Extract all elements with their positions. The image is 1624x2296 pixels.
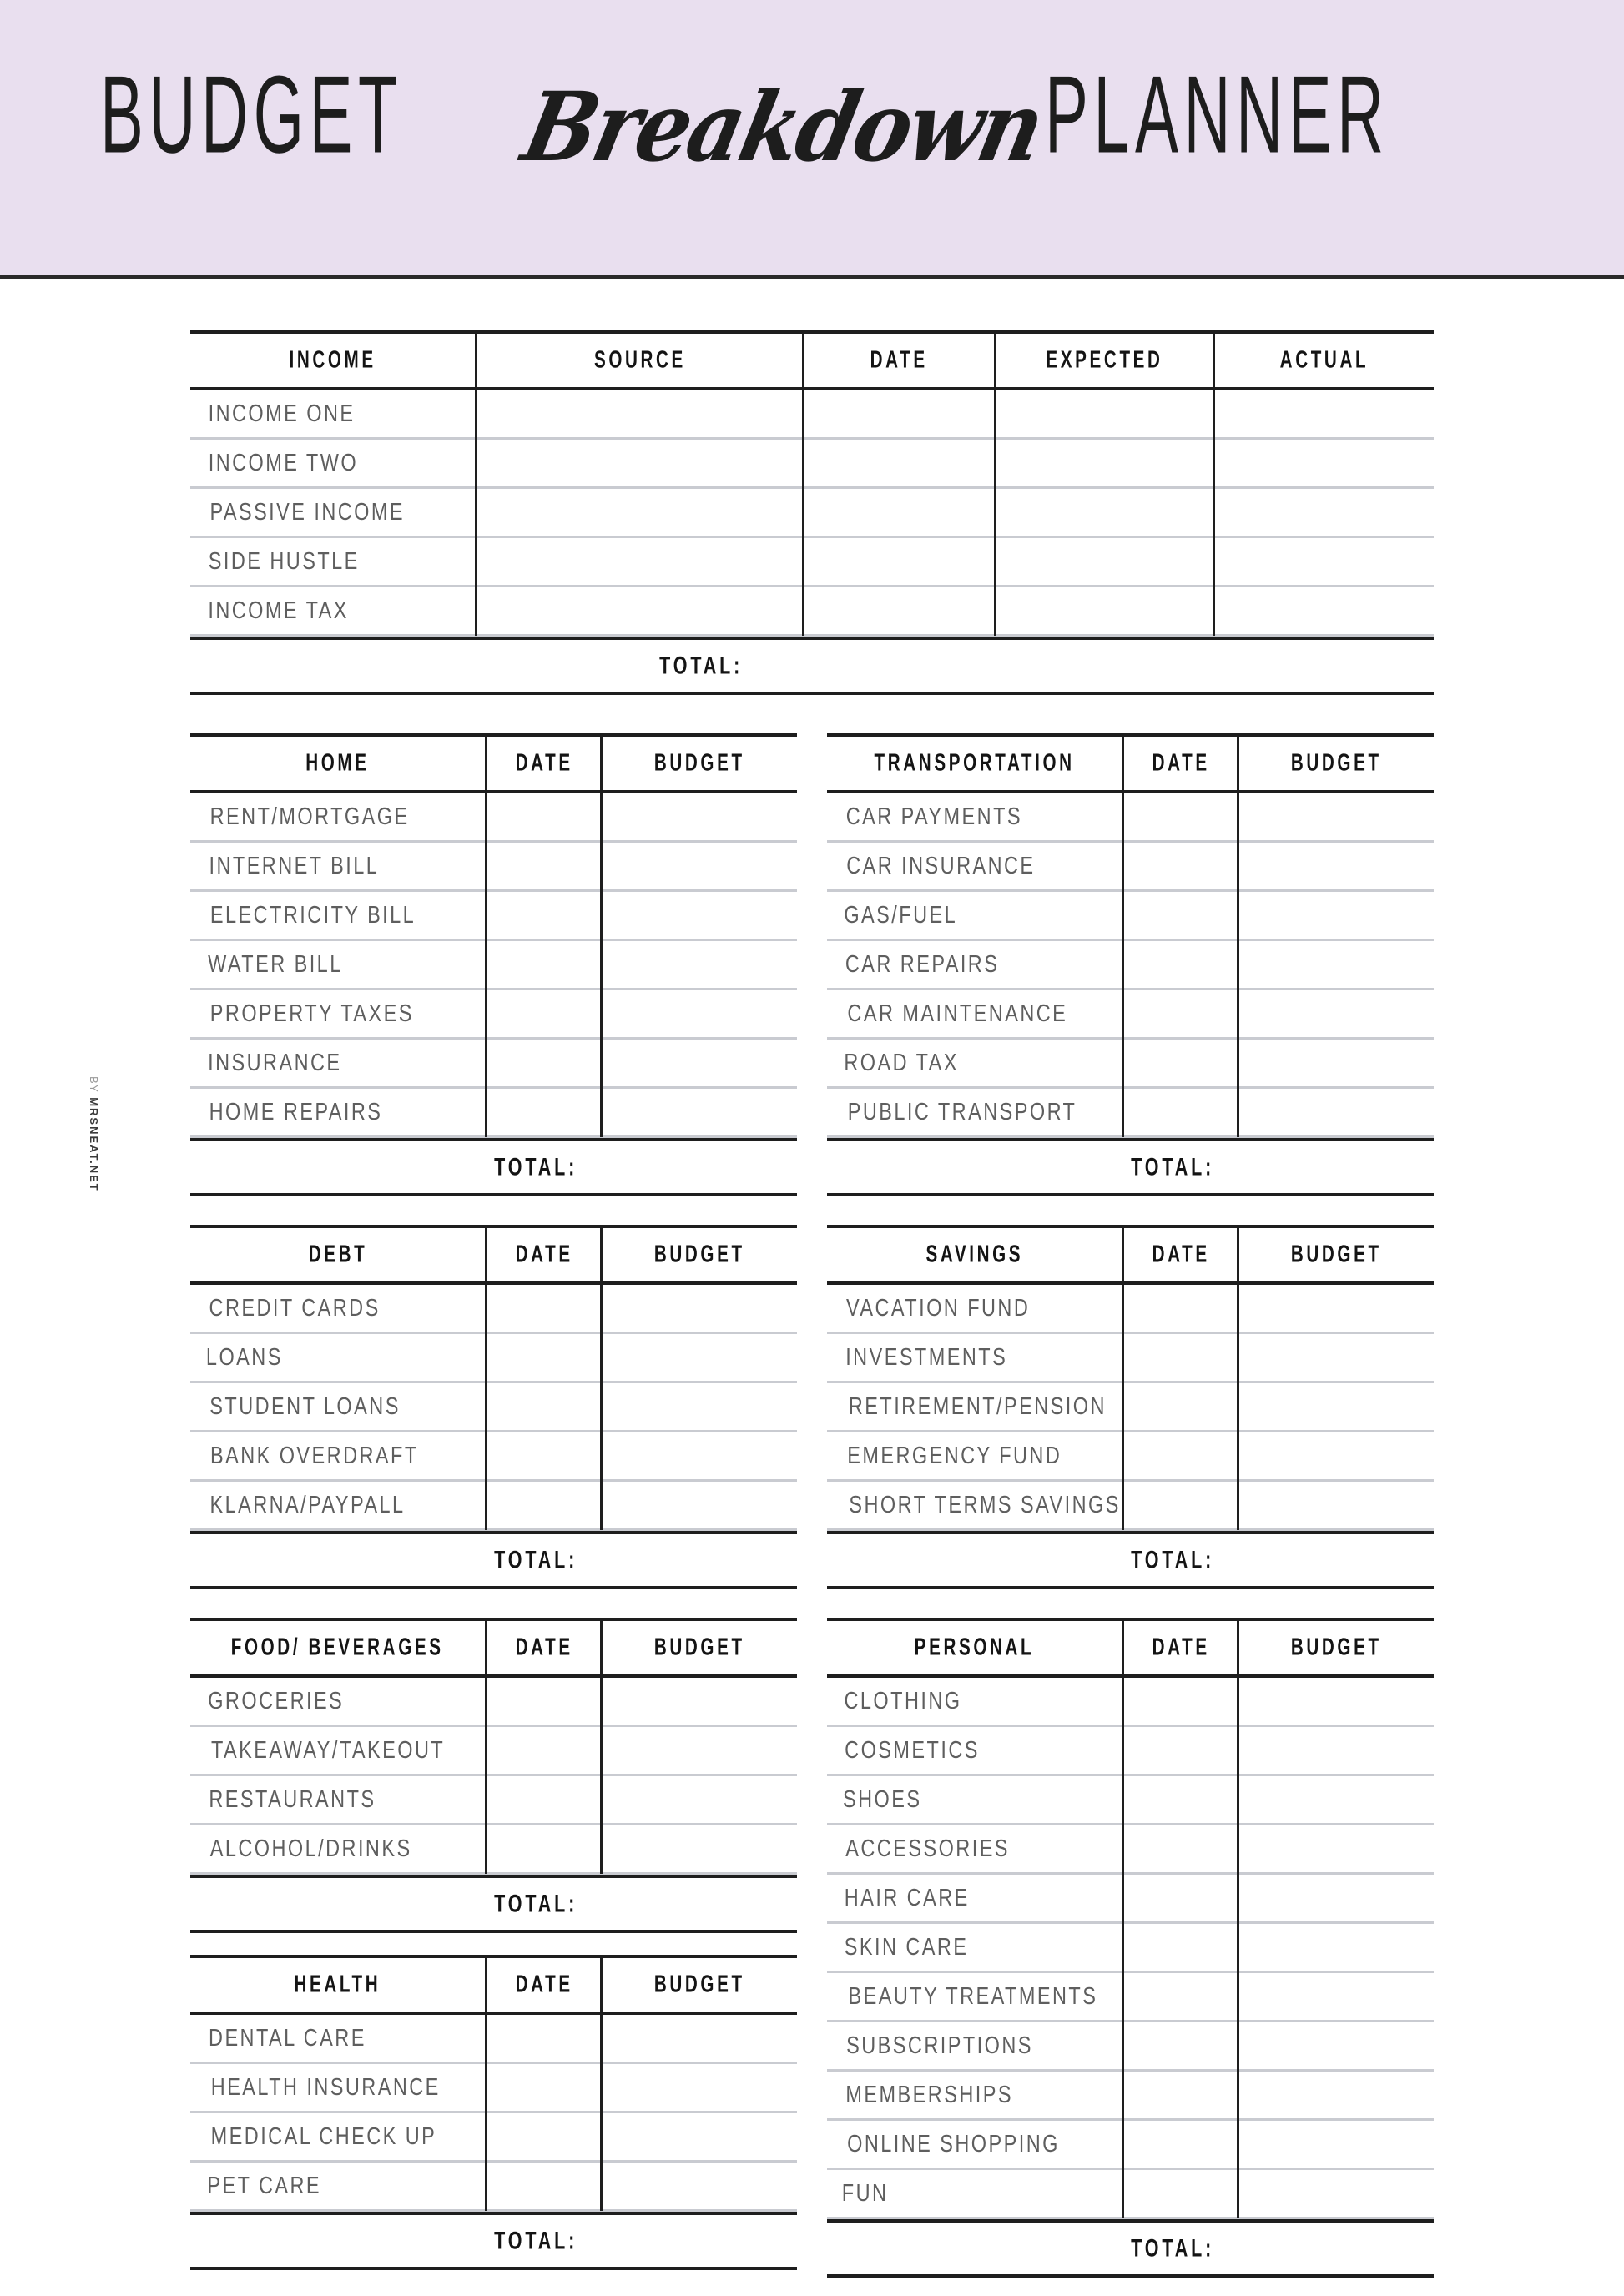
home-header-date: DATE: [485, 737, 600, 790]
income-source-field[interactable]: [475, 537, 802, 587]
savings-row-label: EMERGENCY FUND: [847, 1442, 1062, 1469]
debt-header-date: DATE: [485, 1228, 600, 1281]
transportation-header-budget: BUDGET: [1237, 737, 1434, 790]
income-actual-field[interactable]: [1213, 587, 1434, 636]
savings-header-row: [827, 1228, 1434, 1281]
personal-date-field[interactable]: [1122, 1775, 1237, 1825]
income-actual-field[interactable]: [1213, 537, 1434, 587]
food-beverages-date-field[interactable]: [485, 1775, 600, 1825]
section-personal: [827, 1618, 1434, 2278]
home-budget-field[interactable]: [600, 1088, 797, 1137]
health-date-field[interactable]: [485, 2112, 600, 2162]
section-row-2: [190, 1225, 1434, 1589]
transportation-total-rule: [827, 1193, 1434, 1196]
personal-total-rule: [827, 2274, 1434, 2278]
income-source-field[interactable]: [475, 488, 802, 537]
income-expected-field[interactable]: [994, 439, 1213, 488]
transportation-budget-field[interactable]: [1237, 1088, 1434, 1137]
personal-date-field[interactable]: [1122, 1726, 1237, 1775]
table-row: [827, 1727, 1434, 1776]
table-row: [190, 941, 797, 990]
table-row: [827, 1776, 1434, 1825]
savings-table: [827, 1225, 1434, 1589]
income-header-expected: EXPECTED: [994, 334, 1213, 387]
debt-total-row: [190, 1534, 797, 1586]
health-date-field[interactable]: [485, 2063, 600, 2112]
table-row: [827, 2170, 1434, 2219]
transportation-table: [827, 733, 1434, 1196]
income-actual-field[interactable]: [1213, 390, 1434, 439]
debt-row-label: CREDIT CARDS: [209, 1294, 381, 1322]
home-budget-field[interactable]: [600, 793, 797, 842]
home-budget-field[interactable]: [600, 842, 797, 891]
table-row: [190, 793, 797, 843]
debt-date-field[interactable]: [485, 1382, 600, 1432]
debt-date-field[interactable]: [485, 1432, 600, 1481]
table-row: [190, 1776, 797, 1825]
savings-header-title: SAVINGS: [925, 1241, 1023, 1268]
table-row: [827, 1825, 1434, 1875]
table-row: [827, 1285, 1434, 1334]
table-row: [190, 1482, 797, 1531]
transportation-row-label: CAR REPAIRS: [845, 950, 1000, 978]
income-row-label: INCOME ONE: [208, 400, 356, 427]
transportation-date-field[interactable]: [1122, 842, 1237, 891]
home-date-field[interactable]: [485, 891, 600, 940]
food-beverages-budget-field[interactable]: [600, 1677, 797, 1726]
health-header-date: DATE: [485, 1958, 600, 2012]
debt-date-field[interactable]: [485, 1481, 600, 1530]
transportation-budget-field[interactable]: [1237, 989, 1434, 1039]
section-transportation: [827, 733, 1434, 1196]
health-budget-field[interactable]: [600, 2063, 797, 2112]
transportation-header-date: DATE: [1122, 737, 1237, 790]
debt-date-field[interactable]: [485, 1333, 600, 1382]
personal-budget-field[interactable]: [1237, 1726, 1434, 1775]
personal-date-field[interactable]: [1122, 1677, 1237, 1726]
table-row: [190, 489, 1434, 538]
savings-date-field[interactable]: [1122, 1382, 1237, 1432]
personal-row-label: SHOES: [843, 1785, 922, 1813]
income-expected-field[interactable]: [994, 390, 1213, 439]
transportation-header-row: [827, 737, 1434, 790]
food-beverages-header-budget: BUDGET: [600, 1621, 797, 1674]
food-beverages-budget-field[interactable]: [600, 1775, 797, 1825]
debt-row-label: LOANS: [205, 1343, 283, 1371]
personal-row-label: HAIR CARE: [844, 1884, 970, 1911]
header-band: [0, 0, 1624, 279]
debt-row-label: KLARNA/PAYPALL: [209, 1491, 406, 1518]
table-row: [190, 1727, 797, 1776]
health-total-label: TOTAL:: [494, 2226, 578, 2255]
section-home: [190, 733, 797, 1196]
income-table-header-row: [190, 334, 1434, 387]
section-row-3: [190, 1618, 1434, 2278]
personal-row-label: CLOTHING: [844, 1687, 962, 1714]
table-row: [190, 990, 797, 1040]
personal-row-label: BEAUTY TREATMENTS: [848, 1982, 1098, 2010]
food-beverages-row-label: GROCERIES: [208, 1687, 345, 1714]
personal-row-label: ACCESSORIES: [845, 1835, 1010, 1862]
food-beverages-row-label: TAKEAWAY/TAKEOUT: [210, 1736, 446, 1764]
table-row: [827, 1089, 1434, 1138]
personal-budget-field[interactable]: [1237, 2169, 1434, 2218]
income-source-field[interactable]: [475, 390, 802, 439]
home-date-field[interactable]: [485, 1039, 600, 1088]
table-row: [827, 1040, 1434, 1089]
debt-date-field[interactable]: [485, 1284, 600, 1333]
transportation-total-row: [827, 1141, 1434, 1193]
debt-table: [190, 1225, 797, 1589]
debt-header-title: DEBT: [308, 1241, 367, 1268]
debt-budget-field[interactable]: [600, 1333, 797, 1382]
section-row-1: [190, 733, 1434, 1196]
health-row-label: MEDICAL CHECK UP: [210, 2122, 437, 2150]
personal-row-label: MEMBERSHIPS: [845, 2081, 1013, 2108]
health-header-row: [190, 1958, 797, 2012]
transportation-row-label: CAR MAINTENANCE: [847, 999, 1068, 1027]
food-beverages-header-date: DATE: [485, 1621, 600, 1674]
table-row: [827, 892, 1434, 941]
food-beverages-date-field[interactable]: [485, 1726, 600, 1775]
savings-budget-field[interactable]: [1237, 1333, 1434, 1382]
income-row-label: INCOME TAX: [208, 597, 349, 624]
debt-budget-field[interactable]: [600, 1481, 797, 1530]
income-total-label: TOTAL:: [659, 651, 744, 680]
table-row: [190, 2015, 797, 2064]
personal-budget-field[interactable]: [1237, 1972, 1434, 2022]
table-row: [190, 1285, 797, 1334]
income-row-label: INCOME TWO: [208, 449, 359, 476]
table-row: [190, 2163, 797, 2212]
transportation-budget-field[interactable]: [1237, 1039, 1434, 1088]
personal-total-row: [827, 2223, 1434, 2274]
table-row: [190, 2113, 797, 2163]
table-row: [190, 2064, 797, 2113]
debt-total-label: TOTAL:: [494, 1545, 578, 1574]
savings-header-date: DATE: [1122, 1228, 1237, 1281]
table-row: [190, 1040, 797, 1089]
personal-date-field[interactable]: [1122, 2022, 1237, 2071]
income-date-field[interactable]: [802, 390, 993, 439]
income-date-field[interactable]: [802, 488, 993, 537]
food-beverages-header-row: [190, 1621, 797, 1674]
table-row: [827, 941, 1434, 990]
table-row: [827, 1875, 1434, 1924]
home-total-label: TOTAL:: [494, 1152, 578, 1181]
savings-row-label: SHORT TERMS SAVINGS: [849, 1491, 1121, 1518]
transportation-budget-field[interactable]: [1237, 891, 1434, 940]
personal-date-field[interactable]: [1122, 2169, 1237, 2218]
health-date-field[interactable]: [485, 2014, 600, 2063]
home-total-rule: [190, 1193, 797, 1196]
home-budget-field[interactable]: [600, 989, 797, 1039]
savings-date-field[interactable]: [1122, 1432, 1237, 1481]
debt-header-row: [190, 1228, 797, 1281]
watermark-credit: [88, 1076, 100, 1192]
debt-total-rule: [190, 1586, 797, 1589]
transportation-date-field[interactable]: [1122, 793, 1237, 842]
table-row: [827, 990, 1434, 1040]
income-date-field[interactable]: [802, 537, 993, 587]
food-beverages-row-label: ALCOHOL/DRINKS: [209, 1835, 412, 1862]
personal-row-label: COSMETICS: [845, 1736, 980, 1764]
table-row: [190, 538, 1434, 587]
section-food-beverages: [190, 1618, 797, 1933]
transportation-total-label: TOTAL:: [1131, 1152, 1215, 1181]
section-debt: [190, 1225, 797, 1589]
income-expected-field[interactable]: [994, 488, 1213, 537]
personal-row-label: FUN: [841, 2179, 889, 2207]
food-beverages-budget-field[interactable]: [600, 1825, 797, 1874]
section-left-stack: [190, 1618, 797, 2270]
food-beverages-date-field[interactable]: [485, 1677, 600, 1726]
table-row: [827, 2072, 1434, 2121]
transportation-budget-field[interactable]: [1237, 842, 1434, 891]
debt-budget-field[interactable]: [600, 1284, 797, 1333]
personal-date-field[interactable]: [1122, 2071, 1237, 2120]
debt-budget-field[interactable]: [600, 1382, 797, 1432]
income-header-actual: ACTUAL: [1213, 334, 1434, 387]
personal-date-field[interactable]: [1122, 1972, 1237, 2022]
debt-header-budget: BUDGET: [600, 1228, 797, 1281]
savings-budget-field[interactable]: [1237, 1284, 1434, 1333]
home-row-label: ELECTRICITY BILL: [209, 901, 416, 929]
home-row-label: INSURANCE: [208, 1049, 342, 1076]
home-date-field[interactable]: [485, 842, 600, 891]
health-row-label: PET CARE: [207, 2172, 322, 2199]
home-date-field[interactable]: [485, 1088, 600, 1137]
income-row-label: PASSIVE INCOME: [209, 498, 406, 526]
personal-date-field[interactable]: [1122, 2120, 1237, 2169]
savings-budget-field[interactable]: [1237, 1481, 1434, 1530]
personal-header-budget: BUDGET: [1237, 1621, 1434, 1674]
income-source-field[interactable]: [475, 439, 802, 488]
home-row-label: PROPERTY TAXES: [209, 999, 414, 1027]
table-row: [827, 1432, 1434, 1482]
income-date-field[interactable]: [802, 587, 993, 636]
debt-budget-field[interactable]: [600, 1432, 797, 1481]
debt-row-label: BANK OVERDRAFT: [209, 1442, 419, 1469]
personal-header-date: DATE: [1122, 1621, 1237, 1674]
table-row: [827, 1924, 1434, 1973]
personal-date-field[interactable]: [1122, 1923, 1237, 1972]
transportation-row-label: ROAD TAX: [844, 1049, 959, 1076]
health-total-rule: [190, 2267, 797, 2270]
personal-header-title: PERSONAL: [914, 1634, 1035, 1661]
home-header-row: [190, 737, 797, 790]
table-row: [190, 1432, 797, 1482]
savings-budget-field[interactable]: [1237, 1432, 1434, 1481]
transportation-row-label: CAR PAYMENTS: [845, 803, 1023, 830]
home-table: [190, 733, 797, 1196]
savings-total-rule: [827, 1586, 1434, 1589]
income-source-field[interactable]: [475, 587, 802, 636]
health-table: [190, 1955, 797, 2270]
income-total-row: [190, 640, 1434, 692]
planner-sheet: [190, 330, 1434, 2278]
table-row: [827, 793, 1434, 843]
table-row: [827, 2022, 1434, 2072]
savings-date-field[interactable]: [1122, 1333, 1237, 1382]
income-actual-field[interactable]: [1213, 439, 1434, 488]
section-savings: [827, 1225, 1434, 1589]
table-row: [827, 1973, 1434, 2022]
health-header-budget: BUDGET: [600, 1958, 797, 2012]
personal-budget-field[interactable]: [1237, 2022, 1434, 2071]
table-row: [190, 843, 797, 892]
personal-total-label: TOTAL:: [1131, 2233, 1215, 2263]
personal-row-label: SKIN CARE: [844, 1933, 969, 1961]
transportation-row-label: GAS/FUEL: [844, 901, 958, 929]
transportation-date-field[interactable]: [1122, 1088, 1237, 1137]
table-row: [190, 892, 797, 941]
home-date-field[interactable]: [485, 793, 600, 842]
watermark-site: MRSNEAT.NET: [88, 1097, 100, 1192]
personal-header-row: [827, 1621, 1434, 1674]
debt-row-label: STUDENT LOANS: [209, 1392, 401, 1420]
transportation-date-field[interactable]: [1122, 940, 1237, 989]
transportation-date-field[interactable]: [1122, 1039, 1237, 1088]
table-row: [190, 1089, 797, 1138]
income-header-income: INCOME: [289, 346, 376, 374]
home-total-row: [190, 1141, 797, 1193]
health-budget-field[interactable]: [600, 2162, 797, 2211]
section-health: [190, 1955, 797, 2270]
table-row: [190, 1678, 797, 1727]
savings-date-field[interactable]: [1122, 1481, 1237, 1530]
home-budget-field[interactable]: [600, 940, 797, 989]
savings-total-label: TOTAL:: [1131, 1545, 1215, 1574]
title-word-budget: BUDGET: [100, 52, 404, 176]
income-row-label: SIDE HUSTLE: [208, 547, 360, 575]
savings-budget-field[interactable]: [1237, 1382, 1434, 1432]
table-row: [827, 1678, 1434, 1727]
health-date-field[interactable]: [485, 2162, 600, 2211]
title-word-breakdown: Breakdown: [514, 71, 1052, 184]
transportation-budget-field[interactable]: [1237, 793, 1434, 842]
health-total-row: [190, 2215, 797, 2267]
table-row: [190, 587, 1434, 637]
personal-budget-field[interactable]: [1237, 2071, 1434, 2120]
food-beverages-total-label: TOTAL:: [494, 1889, 578, 1918]
health-row-label: HEALTH INSURANCE: [210, 2073, 441, 2101]
table-row: [827, 1383, 1434, 1432]
table-row: [190, 1825, 797, 1875]
personal-budget-field[interactable]: [1237, 1775, 1434, 1825]
personal-budget-field[interactable]: [1237, 1923, 1434, 1972]
health-row-label: DENTAL CARE: [209, 2024, 366, 2052]
food-beverages-budget-field[interactable]: [600, 1726, 797, 1775]
home-row-label: HOME REPAIRS: [209, 1098, 383, 1125]
personal-budget-field[interactable]: [1237, 1825, 1434, 1874]
transportation-budget-field[interactable]: [1237, 940, 1434, 989]
personal-row-label: SUBSCRIPTIONS: [846, 2032, 1033, 2059]
table-row: [827, 1334, 1434, 1383]
food-beverages-row-label: RESTAURANTS: [209, 1785, 376, 1813]
watermark-prefix: BY: [88, 1076, 100, 1098]
savings-row-label: VACATION FUND: [846, 1294, 1031, 1322]
transportation-header-title: TRANSPORTATION: [874, 749, 1075, 777]
table-row: [190, 1334, 797, 1383]
food-beverages-total-row: [190, 1878, 797, 1930]
table-row: [190, 390, 1434, 440]
personal-date-field[interactable]: [1122, 1825, 1237, 1874]
income-actual-field[interactable]: [1213, 488, 1434, 537]
health-budget-field[interactable]: [600, 2014, 797, 2063]
transportation-row-label: CAR INSURANCE: [846, 852, 1036, 879]
home-header-budget: BUDGET: [600, 737, 797, 790]
transportation-date-field[interactable]: [1122, 891, 1237, 940]
personal-table: [827, 1618, 1434, 2278]
health-budget-field[interactable]: [600, 2112, 797, 2162]
personal-date-field[interactable]: [1122, 1874, 1237, 1923]
home-date-field[interactable]: [485, 940, 600, 989]
table-row: [827, 843, 1434, 892]
health-header-title: HEALTH: [294, 1971, 381, 1998]
income-expected-field[interactable]: [994, 587, 1213, 636]
home-row-label: WATER BILL: [208, 950, 343, 978]
transportation-date-field[interactable]: [1122, 989, 1237, 1039]
food-beverages-header-title: FOOD/ BEVERAGES: [231, 1634, 445, 1661]
home-budget-field[interactable]: [600, 891, 797, 940]
title-word-planner: PLANNER: [1045, 52, 1390, 176]
home-budget-field[interactable]: [600, 1039, 797, 1088]
food-beverages-date-field[interactable]: [485, 1825, 600, 1874]
income-table: [190, 330, 1434, 695]
personal-budget-field[interactable]: [1237, 2120, 1434, 2169]
savings-date-field[interactable]: [1122, 1284, 1237, 1333]
home-date-field[interactable]: [485, 989, 600, 1039]
personal-row-label: ONLINE SHOPPING: [847, 2130, 1060, 2158]
home-row-label: RENT/MORTGAGE: [209, 803, 410, 830]
home-row-label: INTERNET BILL: [209, 852, 380, 879]
personal-budget-field[interactable]: [1237, 1677, 1434, 1726]
transportation-row-label: PUBLIC TRANSPORT: [847, 1098, 1077, 1125]
income-header-date: DATE: [802, 334, 993, 387]
home-header-title: HOME: [305, 749, 370, 777]
savings-header-budget: BUDGET: [1237, 1228, 1434, 1281]
savings-row-label: INVESTMENTS: [845, 1343, 1008, 1371]
table-row: [190, 1383, 797, 1432]
page-title: [0, 52, 1624, 184]
income-date-field[interactable]: [802, 439, 993, 488]
income-expected-field[interactable]: [994, 537, 1213, 587]
table-row: [827, 2121, 1434, 2170]
table-row: [827, 1482, 1434, 1531]
savings-total-row: [827, 1534, 1434, 1586]
food-beverages-table: [190, 1618, 797, 1933]
personal-budget-field[interactable]: [1237, 1874, 1434, 1923]
income-header-source: SOURCE: [475, 334, 802, 387]
savings-row-label: RETIREMENT/PENSION: [848, 1392, 1107, 1420]
table-row: [190, 440, 1434, 489]
